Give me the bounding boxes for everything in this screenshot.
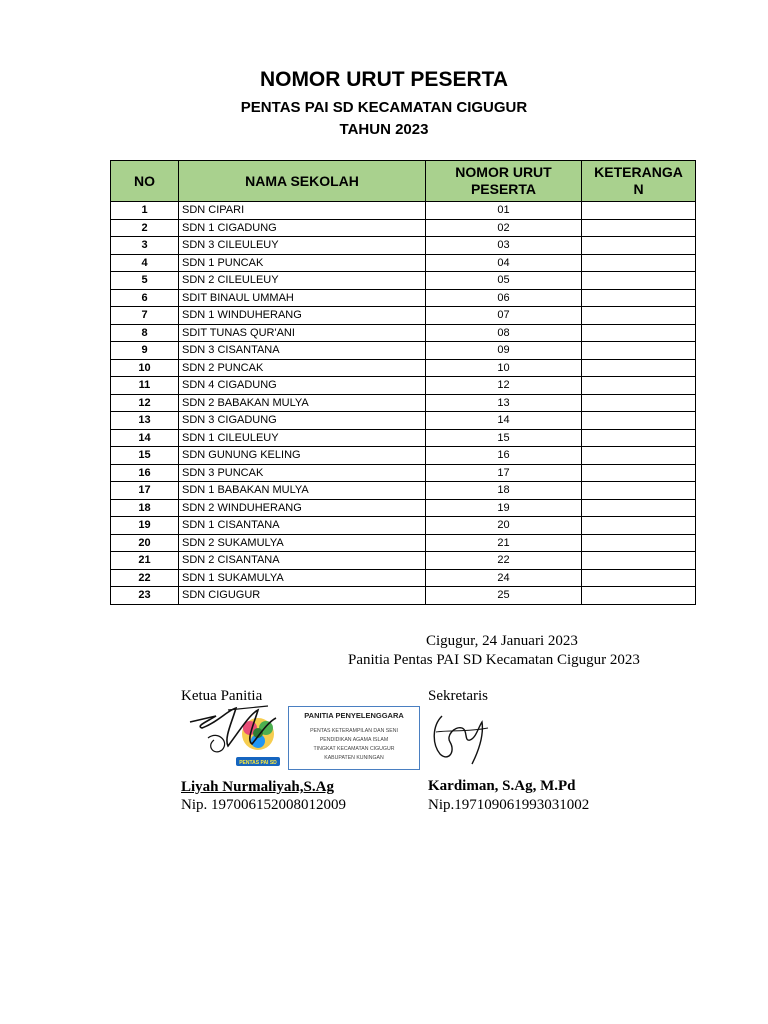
row-nama-sekolah: SDN 1 WINDUHERANG <box>179 307 426 325</box>
row-nama-sekolah: SDN 1 SUKAMULYA <box>179 569 426 587</box>
row-nomor-urut: 21 <box>426 534 582 552</box>
row-keterangan <box>582 569 696 587</box>
row-nomor-urut: 09 <box>426 342 582 360</box>
table-row <box>111 534 696 552</box>
table-row <box>111 587 696 605</box>
row-no: 9 <box>111 342 179 360</box>
row-no: 8 <box>111 324 179 342</box>
row-no: 3 <box>111 237 179 255</box>
row-nomor-urut: 03 <box>426 237 582 255</box>
row-nama-sekolah: SDN 1 CIGADUNG <box>179 219 426 237</box>
table-row <box>111 569 696 587</box>
row-nomor-urut: 05 <box>426 272 582 290</box>
ketua-name: Liyah Nurmaliyah,S.Ag <box>181 779 334 795</box>
table-row <box>111 289 696 307</box>
row-keterangan <box>582 307 696 325</box>
row-nama-sekolah: SDN GUNUNG KELING <box>179 447 426 465</box>
svg-text:PENTAS PAI SD: PENTAS PAI SD <box>239 760 277 766</box>
table-row <box>111 482 696 500</box>
row-no: 4 <box>111 254 179 272</box>
table-row <box>111 307 696 325</box>
row-keterangan <box>582 359 696 377</box>
row-nomor-urut: 12 <box>426 377 582 395</box>
table-row <box>111 552 696 570</box>
row-no: 2 <box>111 219 179 237</box>
row-keterangan <box>582 464 696 482</box>
stamp-line: TINGKAT KECAMATAN CIGUGUR <box>313 746 395 752</box>
row-nomor-urut: 24 <box>426 569 582 587</box>
row-nomor-urut: 08 <box>426 324 582 342</box>
row-no: 11 <box>111 377 179 395</box>
row-no: 10 <box>111 359 179 377</box>
row-nama-sekolah: SDN 1 PUNCAK <box>179 254 426 272</box>
ketua-nip: Nip. 197006152008012009 <box>181 797 346 813</box>
row-no: 15 <box>111 447 179 465</box>
row-nama-sekolah: SDN 1 CISANTANA <box>179 517 426 535</box>
row-keterangan <box>582 272 696 290</box>
row-nama-sekolah: SDN 3 CIGADUNG <box>179 412 426 430</box>
stamp-line: KABUPATEN KUNINGAN <box>324 755 384 761</box>
table-row <box>111 447 696 465</box>
table-row <box>111 237 696 255</box>
row-keterangan <box>582 254 696 272</box>
row-nama-sekolah: SDN 4 CIGADUNG <box>179 377 426 395</box>
table-row <box>111 342 696 360</box>
row-no: 23 <box>111 587 179 605</box>
row-nama-sekolah: SDN 2 WINDUHERANG <box>179 499 426 517</box>
ketua-role: Ketua Panitia <box>181 688 263 704</box>
row-keterangan <box>582 587 696 605</box>
row-nama-sekolah: SDIT TUNAS QUR'ANI <box>179 324 426 342</box>
sekretaris-role: Sekretaris <box>428 688 488 704</box>
row-nomor-urut: 01 <box>426 202 582 220</box>
row-no: 12 <box>111 394 179 412</box>
row-no: 6 <box>111 289 179 307</box>
row-nomor-urut: 06 <box>426 289 582 307</box>
table-row <box>111 219 696 237</box>
row-keterangan <box>582 219 696 237</box>
row-nama-sekolah: SDN 2 SUKAMULYA <box>179 534 426 552</box>
row-keterangan <box>582 429 696 447</box>
row-nomor-urut: 07 <box>426 307 582 325</box>
table-header-row <box>111 161 696 202</box>
row-nomor-urut: 04 <box>426 254 582 272</box>
committee-stamp <box>288 706 420 770</box>
row-no: 18 <box>111 499 179 517</box>
row-nama-sekolah: SDN 2 PUNCAK <box>179 359 426 377</box>
table-row <box>111 359 696 377</box>
row-keterangan <box>582 517 696 535</box>
sekretaris-signature <box>428 712 493 770</box>
row-keterangan <box>582 534 696 552</box>
row-keterangan <box>582 394 696 412</box>
row-no: 14 <box>111 429 179 447</box>
row-nomor-urut: 02 <box>426 219 582 237</box>
row-nomor-urut: 14 <box>426 412 582 430</box>
row-nama-sekolah: SDN CIPARI <box>179 202 426 220</box>
row-nama-sekolah: SDN 3 CISANTANA <box>179 342 426 360</box>
table-row <box>111 254 696 272</box>
table-row <box>111 412 696 430</box>
row-no: 22 <box>111 569 179 587</box>
row-nomor-urut: 25 <box>426 587 582 605</box>
stamp-line: PENDIDIKAN AGAMA ISLAM <box>319 737 389 743</box>
row-nama-sekolah: SDN 2 BABAKAN MULYA <box>179 394 426 412</box>
col-header-nomor-urut: NOMOR URUT PESERTA <box>426 161 582 202</box>
row-nama-sekolah: SDN 1 CILEULEUY <box>179 429 426 447</box>
row-nomor-urut: 20 <box>426 517 582 535</box>
table-row <box>111 464 696 482</box>
committee-line: Panitia Pentas PAI SD Kecamatan Cigugur 2023 <box>348 652 640 668</box>
row-nama-sekolah: SDN 1 BABAKAN MULYA <box>179 482 426 500</box>
row-no: 21 <box>111 552 179 570</box>
row-nomor-urut: 22 <box>426 552 582 570</box>
row-no: 7 <box>111 307 179 325</box>
table-row <box>111 272 696 290</box>
row-keterangan <box>582 447 696 465</box>
row-nomor-urut: 13 <box>426 394 582 412</box>
row-no: 1 <box>111 202 179 220</box>
row-keterangan <box>582 202 696 220</box>
col-header-nama-sekolah: NAMA SEKOLAH <box>179 161 426 202</box>
table-row <box>111 394 696 412</box>
document-title: NOMOR URUT PESERTA <box>259 68 509 91</box>
row-nomor-urut: 18 <box>426 482 582 500</box>
table-row <box>111 202 696 220</box>
table-row <box>111 377 696 395</box>
participant-table <box>110 160 696 605</box>
row-keterangan <box>582 412 696 430</box>
row-nomor-urut: 15 <box>426 429 582 447</box>
row-no: 20 <box>111 534 179 552</box>
document-subtitle: PENTAS PAI SD KECAMATAN CIGUGUR <box>240 99 528 116</box>
sekretaris-name: Kardiman, S.Ag, M.Pd <box>428 778 576 794</box>
row-keterangan <box>582 482 696 500</box>
document-year: TAHUN 2023 <box>339 121 429 138</box>
row-keterangan <box>582 324 696 342</box>
col-header-no: NO <box>111 161 179 202</box>
ketua-signature <box>188 700 283 760</box>
row-no: 16 <box>111 464 179 482</box>
row-nama-sekolah: SDIT BINAUL UMMAH <box>179 289 426 307</box>
row-no: 19 <box>111 517 179 535</box>
row-no: 13 <box>111 412 179 430</box>
row-keterangan <box>582 289 696 307</box>
place-date: Cigugur, 24 Januari 2023 <box>426 633 578 649</box>
table-row <box>111 429 696 447</box>
row-keterangan <box>582 237 696 255</box>
table-row <box>111 517 696 535</box>
row-keterangan <box>582 499 696 517</box>
row-keterangan <box>582 377 696 395</box>
row-nama-sekolah: SDN CIGUGUR <box>179 587 426 605</box>
row-nama-sekolah: SDN 2 CILEULEUY <box>179 272 426 290</box>
stamp-title: PANITIA PENYELENGGARA <box>304 711 404 720</box>
row-no: 5 <box>111 272 179 290</box>
table-row <box>111 499 696 517</box>
row-no: 17 <box>111 482 179 500</box>
row-nomor-urut: 19 <box>426 499 582 517</box>
row-nama-sekolah: SDN 3 PUNCAK <box>179 464 426 482</box>
sekretaris-nip: Nip.197109061993031002 <box>428 797 590 813</box>
row-nama-sekolah: SDN 2 CISANTANA <box>179 552 426 570</box>
row-keterangan <box>582 552 696 570</box>
row-nomor-urut: 17 <box>426 464 582 482</box>
row-nama-sekolah: SDN 3 CILEULEUY <box>179 237 426 255</box>
stamp-line: PENTAS KETERAMPILAN DAN SENI <box>310 728 398 734</box>
row-nomor-urut: 16 <box>426 447 582 465</box>
col-header-keterangan: KETERANGA N <box>582 161 696 202</box>
row-nomor-urut: 10 <box>426 359 582 377</box>
table-row <box>111 324 696 342</box>
row-keterangan <box>582 342 696 360</box>
